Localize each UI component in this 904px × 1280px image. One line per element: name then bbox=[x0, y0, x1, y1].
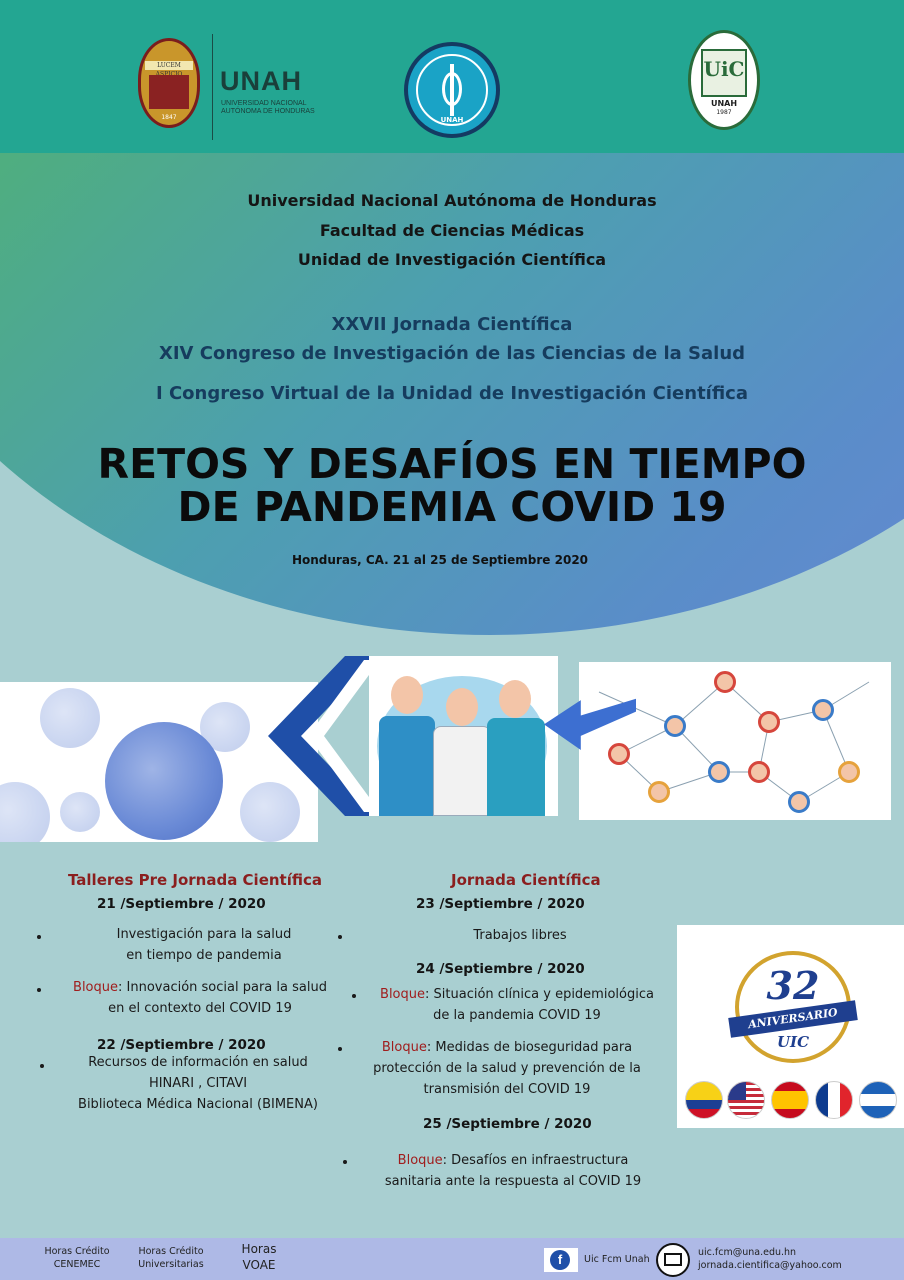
virus-illustration bbox=[0, 682, 318, 842]
doctor-head bbox=[446, 688, 478, 726]
right-date-1: 23 /Septiembre / 2020 bbox=[416, 896, 585, 912]
person-node bbox=[812, 699, 834, 721]
right-item-3-line-1: : Medidas de bioseguridad para bbox=[426, 1040, 633, 1055]
event-line-1: XXVII Jornada Científica bbox=[331, 314, 573, 335]
unah-sub-line1: UNIVERSIDAD NACIONAL bbox=[221, 100, 307, 107]
credit-universitarias-line-2: Universitarias bbox=[138, 1259, 204, 1270]
organizer-line-1: Universidad Nacional Autónoma de Honduras bbox=[247, 191, 657, 210]
bloque-label: Bloque bbox=[73, 980, 119, 995]
right-item-4-line-2: sanitaria ante la respuesta al COVID 19 bbox=[384, 1174, 642, 1189]
virus-icon bbox=[40, 688, 100, 748]
header-band bbox=[0, 0, 904, 153]
header-divider bbox=[212, 34, 213, 140]
unah-seal-year: 1847 bbox=[161, 114, 177, 121]
left-item-2 bbox=[50, 977, 350, 1019]
right-item-1: Trabajos libres bbox=[473, 928, 567, 943]
email-1[interactable]: uic.fcm@una.edu.hn bbox=[698, 1247, 797, 1258]
unah-seal-building bbox=[149, 75, 189, 109]
left-item-3-line-2: HINARI , CITAVI bbox=[148, 1076, 248, 1091]
right-date-3: 25 /Septiembre / 2020 bbox=[423, 1116, 592, 1132]
person-node bbox=[714, 671, 736, 693]
colombia-flag-icon bbox=[685, 1081, 723, 1119]
spain-flag-icon bbox=[771, 1081, 809, 1119]
left-column-heading: Talleres Pre Jornada Científica bbox=[68, 871, 322, 889]
credit-universitarias-line-1: Horas Crédito bbox=[138, 1246, 204, 1257]
right-item-2-line-1-wrap bbox=[352, 984, 682, 1005]
right-item-4 bbox=[346, 1150, 680, 1192]
uic-logo bbox=[688, 30, 760, 130]
nurse-figure bbox=[487, 718, 545, 816]
anniversary-number: 32 bbox=[766, 963, 820, 1008]
doctor-head bbox=[391, 676, 423, 714]
person-node bbox=[708, 761, 730, 783]
france-flag-icon bbox=[815, 1081, 853, 1119]
usa-flag-icon bbox=[727, 1081, 765, 1119]
main-title-line-1: RETOS Y DESAFÍOS EN TIEMPO bbox=[97, 440, 807, 488]
anniversary-medal bbox=[735, 951, 851, 1063]
credit-voae-line-1: Horas bbox=[241, 1242, 277, 1256]
virus-icon bbox=[105, 722, 223, 840]
person-node bbox=[608, 743, 630, 765]
bullet-icon bbox=[338, 935, 342, 939]
right-date-2: 24 /Septiembre / 2020 bbox=[416, 961, 585, 977]
right-item-3-line-3: transmisión del COVID 19 bbox=[423, 1082, 591, 1097]
anniversary-badge-panel bbox=[677, 925, 904, 1128]
facebook-link[interactable]: Uic Fcm Unah bbox=[584, 1254, 650, 1265]
anniversary-ribbon: ANIVERSARIO bbox=[728, 1000, 858, 1038]
fcm-logo-label: UNAH bbox=[440, 116, 464, 124]
nurse-head bbox=[499, 680, 531, 718]
usa-flag-canton bbox=[728, 1082, 746, 1100]
left-item-3-line-3: Biblioteca Médica Nacional (BIMENA) bbox=[78, 1097, 318, 1112]
bloque-label: Bloque bbox=[397, 1153, 443, 1168]
right-item-2-line-2: de la pandemia COVID 19 bbox=[433, 1008, 601, 1023]
credit-cenemec bbox=[34, 1245, 120, 1271]
right-item-3-line-2: protección de la salud y prevención de la bbox=[373, 1061, 641, 1076]
mail-icon[interactable] bbox=[656, 1243, 690, 1277]
left-item-1 bbox=[60, 924, 348, 966]
credit-voae-line-2: VOAE bbox=[242, 1258, 276, 1272]
person-node bbox=[788, 791, 810, 813]
anniversary-org: UIC bbox=[776, 1033, 810, 1051]
organizer-line-2: Facultad de Ciencias Médicas bbox=[319, 221, 585, 240]
left-item-2-line-1: : Innovación social para la salud bbox=[118, 980, 327, 995]
right-item-4-line-1: : Desafíos en infraestructura bbox=[442, 1153, 629, 1168]
left-item-1-line-1: Investigación para la salud bbox=[116, 927, 292, 942]
uic-logo-text: UiC bbox=[703, 57, 745, 81]
doctor-figure bbox=[379, 716, 435, 816]
unah-wordmark: UNAH bbox=[220, 66, 302, 96]
event-line-3: I Congreso Virtual de la Unidad de Investigación Científica bbox=[155, 383, 748, 404]
right-item-2 bbox=[352, 984, 682, 1026]
person-node bbox=[648, 781, 670, 803]
uic-logo-year: 1987 bbox=[716, 109, 732, 116]
right-item-2-line-1: : Situación clínica y epidemiológica bbox=[425, 987, 654, 1002]
bloque-label: Bloque bbox=[381, 1040, 427, 1055]
person-node bbox=[838, 761, 860, 783]
virus-icon bbox=[60, 792, 100, 832]
event-date-location: Honduras, CA. 21 al 25 de Septiembre 2020 bbox=[291, 553, 589, 567]
bullet-icon bbox=[37, 935, 41, 939]
fcm-caduceus-logo bbox=[404, 42, 500, 138]
left-item-3-line-1: Recursos de información en salud bbox=[88, 1055, 308, 1070]
uic-logo-label: UNAH bbox=[710, 99, 738, 108]
organizer-line-3: Unidad de Investigación Científica bbox=[297, 250, 607, 269]
facebook-glyph: f bbox=[550, 1250, 570, 1270]
left-item-2-line-1-wrap bbox=[50, 977, 350, 998]
main-title-line-2: DE PANDEMIA COVID 19 bbox=[177, 483, 727, 531]
right-item-3 bbox=[340, 1037, 674, 1100]
virus-icon bbox=[240, 782, 300, 842]
bloque-label: Bloque bbox=[380, 987, 426, 1002]
person-node bbox=[748, 761, 770, 783]
credit-cenemec-line-1: Horas Crédito bbox=[44, 1246, 110, 1257]
envelope-shape bbox=[664, 1253, 682, 1266]
credit-voae bbox=[224, 1241, 294, 1273]
fcm-logo-staff bbox=[450, 64, 454, 116]
unah-sub-line2: AUTÓNOMA DE HONDURAS bbox=[221, 108, 315, 115]
virus-icon bbox=[0, 782, 50, 842]
unah-seal-banner: LUCEM bbox=[145, 61, 193, 70]
person-node bbox=[758, 711, 780, 733]
person-node bbox=[664, 715, 686, 737]
unah-seal-logo bbox=[138, 38, 200, 128]
bullet-icon bbox=[37, 988, 41, 992]
email-links[interactable] bbox=[698, 1246, 842, 1272]
doctor-figure bbox=[433, 726, 491, 816]
left-item-3 bbox=[48, 1052, 348, 1115]
health-workers-illustration bbox=[369, 656, 558, 816]
email-2[interactable]: jornada.cientifica@yahoo.com bbox=[698, 1260, 842, 1271]
credit-universitarias bbox=[128, 1245, 214, 1271]
credit-cenemec-line-2: CENEMEC bbox=[53, 1259, 101, 1270]
bullet-icon bbox=[40, 1064, 44, 1068]
right-item-3-line-1-wrap bbox=[340, 1037, 674, 1058]
facebook-icon[interactable] bbox=[544, 1248, 578, 1272]
left-date-2: 22 /Septiembre / 2020 bbox=[97, 1037, 266, 1053]
left-item-1-line-2: en tiempo de pandemia bbox=[126, 948, 282, 963]
nicaragua-flag-icon bbox=[859, 1081, 897, 1119]
right-column-heading: Jornada Científica bbox=[451, 871, 601, 889]
left-date-1: 21 /Septiembre / 2020 bbox=[97, 896, 266, 912]
unah-subtitle bbox=[221, 100, 315, 116]
left-item-2-line-2: en el contexto del COVID 19 bbox=[108, 1001, 292, 1016]
right-item-4-line-1-wrap bbox=[346, 1150, 680, 1171]
event-line-2: XIV Congreso de Investigación de las Ciencias de la Salud bbox=[158, 343, 746, 364]
people-network-illustration bbox=[579, 662, 891, 820]
